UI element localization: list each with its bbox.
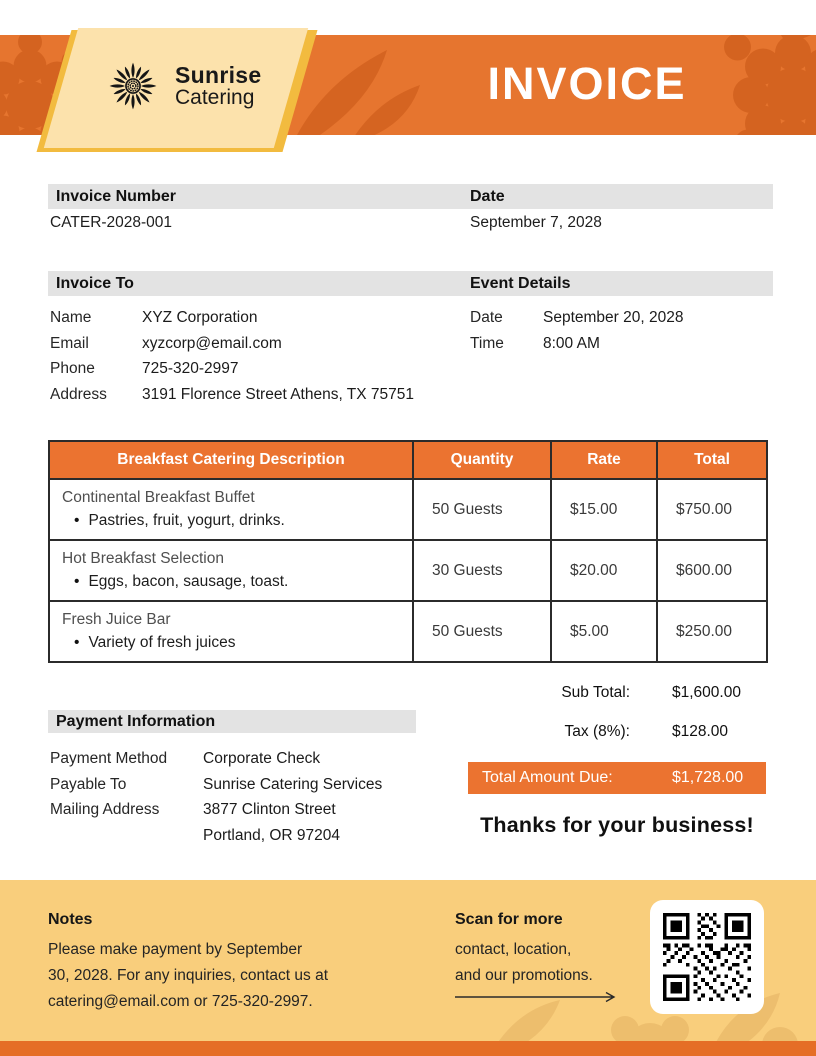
notes-line: 30, 2028. For any inquiries, contact us at <box>48 967 329 984</box>
total-due-label: Total Amount Due: <box>482 769 613 786</box>
item-detail: • Pastries, fruit, yogurt, drinks. <box>62 512 285 529</box>
tax-row <box>468 723 766 762</box>
brand-name-line2: Catering <box>175 86 255 110</box>
notes-line: Please make payment by September <box>48 941 303 958</box>
table-row <box>49 601 767 662</box>
col-header-total: Total <box>657 441 767 479</box>
event-details-heading: Event Details <box>470 275 571 292</box>
field-label: Time <box>470 334 504 352</box>
col-header-rate: Rate <box>551 441 657 479</box>
field-label: Address <box>50 385 107 403</box>
field-row <box>470 305 683 331</box>
field-label: Email <box>50 334 89 352</box>
scan-heading: Scan for more <box>455 911 563 928</box>
right-arrow-icon <box>455 990 620 1009</box>
field-row <box>50 305 414 331</box>
subtotal-row <box>468 684 766 723</box>
qr-code <box>650 900 764 1014</box>
invoice-to-fields <box>50 305 414 407</box>
field-row <box>470 331 683 357</box>
item-rate: $20.00 <box>551 540 657 601</box>
item-description: Fresh Juice Bar <box>62 611 171 628</box>
items-table-header-row <box>49 441 767 479</box>
total-due-bar <box>468 762 766 794</box>
field-label: Name <box>50 309 92 326</box>
invoice-date-heading: Date <box>470 188 505 205</box>
field-row <box>50 382 414 408</box>
table-row <box>49 540 767 601</box>
tax-label: Tax (8%): <box>564 723 630 740</box>
field-label: Date <box>470 309 503 326</box>
field-value: 8:00 AM <box>543 334 600 352</box>
tax-value: $128.00 <box>672 723 729 740</box>
field-value: 3191 Florence Street Athens, TX 75751 <box>142 385 415 403</box>
invoice-number-value: CATER-2028-001 <box>50 214 173 231</box>
item-description: Hot Breakfast Selection <box>62 550 224 567</box>
payment-info-heading: Payment Information <box>56 713 216 730</box>
event-details-fields <box>470 305 683 356</box>
field-value: 3877 Clinton Street <box>203 801 336 818</box>
field-label: Payment Method <box>50 750 168 767</box>
invoice-to-heading: Invoice To <box>56 275 134 292</box>
field-row <box>50 823 382 849</box>
field-row <box>50 797 382 823</box>
total-due-value: $1,728.00 <box>672 769 744 786</box>
item-detail: • Variety of fresh juices <box>62 634 235 651</box>
parties-header-bar <box>48 271 773 296</box>
field-value: XYZ Corporation <box>142 309 258 326</box>
floral-pattern-middle-icon <box>292 45 422 135</box>
field-value: Sunrise Catering Services <box>203 775 383 793</box>
item-total: $250.00 <box>657 601 767 662</box>
item-quantity: 50 Guests <box>413 601 551 662</box>
item-rate: $15.00 <box>551 479 657 540</box>
meta-header-bar <box>48 184 773 209</box>
field-label: Phone <box>50 360 95 377</box>
scan-line: contact, location, <box>455 941 572 958</box>
subtotal-label: Sub Total: <box>561 684 630 701</box>
bottom-accent-bar <box>0 1041 816 1056</box>
field-row <box>50 772 382 798</box>
item-description: Continental Breakfast Buffet <box>62 489 255 506</box>
page-title: INVOICE <box>487 58 687 109</box>
col-header-description: Breakfast Catering Description <box>49 441 413 479</box>
field-label: Mailing Address <box>50 801 160 818</box>
items-table <box>48 440 768 663</box>
col-header-quantity: Quantity <box>413 441 551 479</box>
invoice-number-heading: Invoice Number <box>56 188 177 205</box>
field-value: Portland, OR 97204 <box>203 826 341 844</box>
sunflower-icon <box>103 56 163 116</box>
brand-logo <box>103 56 261 116</box>
table-row <box>49 479 767 540</box>
scan-line: and our promotions. <box>455 967 593 984</box>
item-quantity: 30 Guests <box>413 540 551 601</box>
field-value: Corporate Check <box>203 750 321 767</box>
thanks-message: Thanks for your business! <box>480 813 754 837</box>
subtotal-value: $1,600.00 <box>672 684 741 701</box>
field-value: xyzcorp@email.com <box>142 334 282 352</box>
footer <box>0 880 816 1041</box>
payment-info-fields <box>50 746 382 848</box>
field-row <box>50 746 382 772</box>
field-row <box>50 331 414 357</box>
item-total: $600.00 <box>657 540 767 601</box>
brand-name-line1: Sunrise <box>175 61 262 88</box>
item-detail: • Eggs, bacon, sausage, toast. <box>62 573 288 590</box>
invoice-date-value: September 7, 2028 <box>470 214 602 231</box>
field-label: Payable To <box>50 775 127 793</box>
totals-block <box>468 684 766 762</box>
item-quantity: 50 Guests <box>413 479 551 540</box>
item-rate: $5.00 <box>551 601 657 662</box>
notes-heading: Notes <box>48 911 93 928</box>
payment-info-header-bar <box>48 710 416 733</box>
field-row <box>50 356 414 382</box>
item-total: $750.00 <box>657 479 767 540</box>
notes-line: catering@email.com or 725-320-2997. <box>48 993 313 1010</box>
field-value: September 20, 2028 <box>543 309 684 326</box>
field-value: 725-320-2997 <box>142 360 239 377</box>
